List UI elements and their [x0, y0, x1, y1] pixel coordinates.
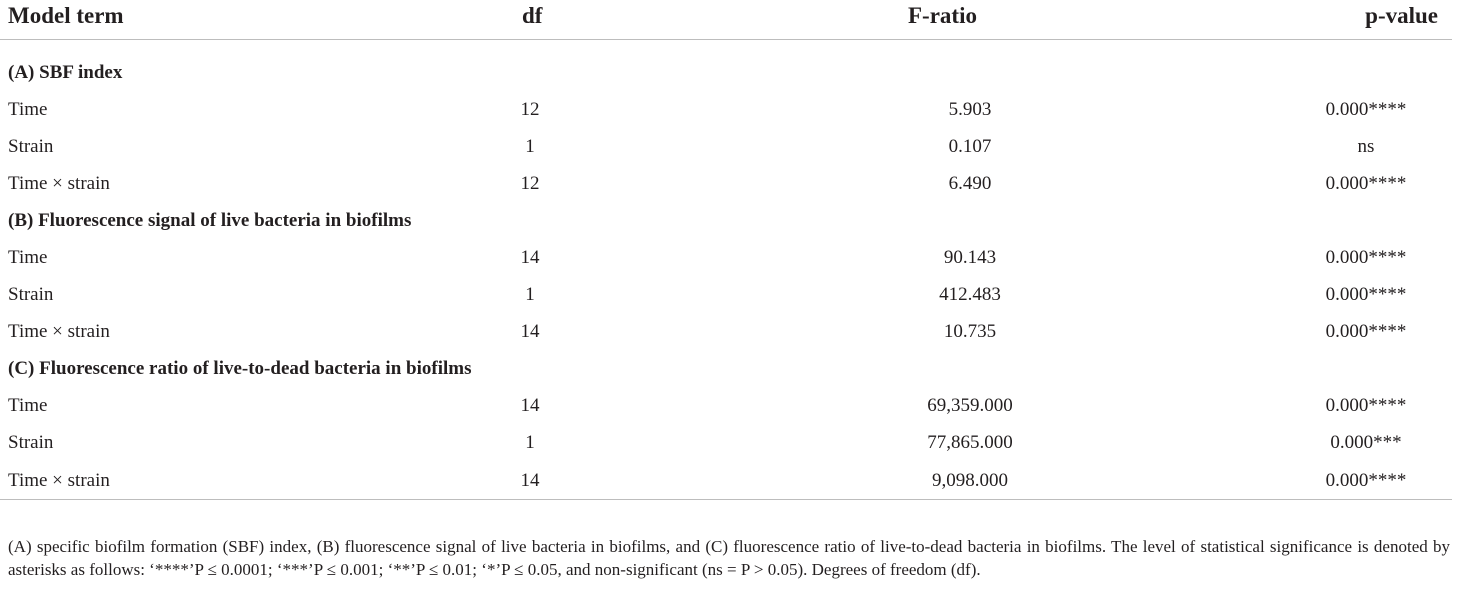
df-cell: 1	[525, 284, 535, 305]
f-ratio-cell: 90.143	[943, 247, 997, 268]
table-row	[0, 313, 1452, 350]
p-value-cell: 0.000****	[1325, 99, 1407, 120]
p-value-cell: 0.000****	[1325, 284, 1407, 305]
section-heading-b	[0, 202, 1452, 239]
model-term-cell: Strain	[8, 284, 54, 305]
p-value-cell: 0.000****	[1325, 173, 1407, 194]
model-term-cell: Time	[8, 247, 48, 268]
section-heading-c	[0, 350, 1452, 387]
section-title: (B) Fluorescence signal of live bacteria in biofilms	[8, 210, 412, 231]
p-value-cell: 0.000****	[1325, 321, 1407, 342]
df-cell: 14	[520, 247, 540, 268]
p-value-cell: 0.000****	[1325, 469, 1407, 491]
f-ratio-cell: 0.107	[948, 136, 992, 157]
p-value-cell: 0.000****	[1325, 247, 1407, 268]
model-term-cell: Time × strain	[8, 321, 110, 342]
f-ratio-cell: 412.483	[939, 284, 1001, 305]
table-row	[0, 276, 1452, 313]
section-heading-a	[0, 54, 1452, 91]
header-model-term: Model term	[0, 0, 380, 40]
df-cell: 1	[525, 432, 535, 453]
header-p-value: p-value	[1280, 0, 1452, 40]
table-row	[0, 165, 1452, 202]
table-footnote: (A) specific biofilm formation (SBF) index, (B) fluorescence signal of live bacteria in biofilms, and (C) fluorescence ratio of live-to-dead bacteria in biofilms. The level of statistical significance is denoted by asterisks as follows: ‘****’P ≤ 0.0001; ‘***’P ≤ 0.001; ‘**’P ≤ 0.01; ‘*’P ≤ 0.05, and non-significant (ns = P > 0.05). Degrees of freedom (df).	[8, 537, 1450, 579]
f-ratio-cell: 5.903	[948, 99, 992, 120]
model-term-cell: Time	[8, 395, 48, 416]
p-value-cell: 0.000****	[1325, 395, 1407, 416]
table-row	[0, 91, 1452, 128]
model-term-cell: Strain	[8, 136, 54, 157]
model-term-cell: Time × strain	[0, 461, 380, 500]
model-term-cell: Strain	[8, 432, 54, 453]
f-ratio-cell: 6.490	[948, 173, 992, 194]
f-ratio-cell: 9,098.000	[932, 469, 1008, 491]
df-cell: 14	[520, 469, 540, 491]
p-value-cell: 0.000***	[1330, 432, 1402, 453]
p-value-cell: ns	[1357, 136, 1375, 157]
header-row	[0, 0, 1452, 40]
model-term-cell: Time × strain	[8, 173, 110, 194]
df-cell: 14	[520, 321, 540, 342]
df-cell: 12	[520, 173, 540, 194]
df-cell: 14	[520, 395, 540, 416]
table-row	[0, 387, 1452, 424]
f-ratio-cell: 10.735	[943, 321, 997, 342]
f-ratio-cell: 69,359.000	[927, 395, 1013, 416]
table-row	[0, 461, 1452, 500]
table-header	[0, 0, 1452, 40]
section-title: (C) Fluorescence ratio of live-to-dead bacteria in biofilms	[8, 358, 472, 379]
table-row	[0, 239, 1452, 276]
f-ratio-cell: 77,865.000	[927, 432, 1013, 453]
section-title: (A) SBF index	[8, 62, 123, 83]
header-f-ratio: F-ratio	[680, 0, 1280, 40]
table-row	[0, 424, 1452, 461]
table-body	[0, 40, 1452, 500]
model-term-cell: Time	[8, 99, 48, 120]
df-cell: 12	[520, 99, 540, 120]
header-df: df	[380, 0, 680, 40]
table-row	[0, 128, 1452, 165]
df-cell: 1	[525, 136, 535, 157]
